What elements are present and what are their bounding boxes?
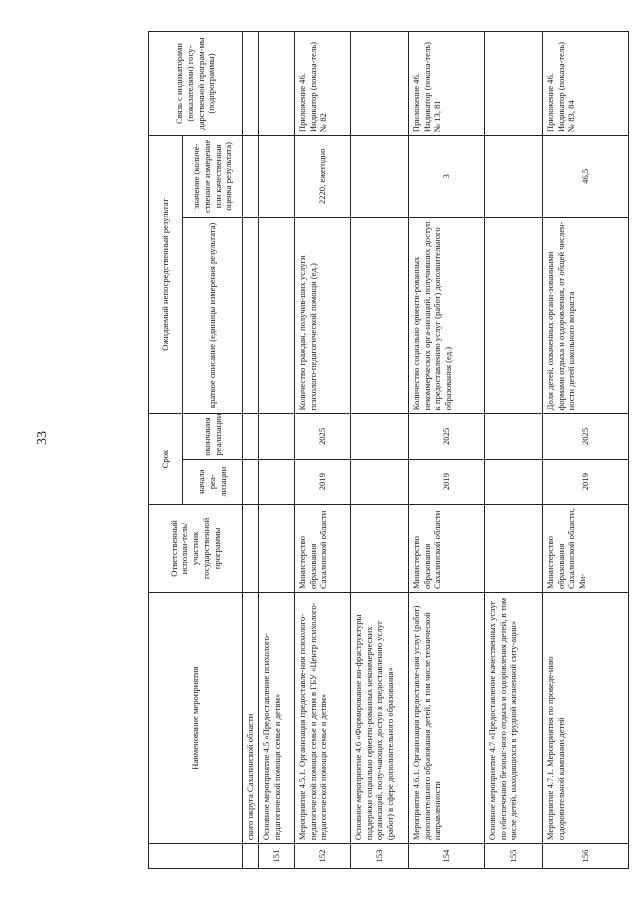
row-name: Мероприятие 4.7.1. Мероприятия по проведе-нию оздоровительной кампании детей xyxy=(543,593,629,844)
row-link: Приложение 46. Индикатор (показа-тель) № 82 xyxy=(295,32,351,136)
header-num xyxy=(149,844,243,869)
row-name: Мероприятие 4.6.1. Организация предоставле-ния услуг (работ) дополнительного образования детей, в том числе технической направленности xyxy=(409,593,485,844)
row-start: 2019 xyxy=(295,459,351,504)
row-value: 46,5 xyxy=(543,136,629,217)
program-table xyxy=(148,31,629,869)
row-name: ского округа Сахалинской области xyxy=(243,593,259,844)
row-name: Основное мероприятие 4.6 «Формирование ин-фраструктуры поддержки социально ориенти-рованных некоммерческих организаций, полу-чающих доступ к предоставлению услуг (работ) в сфере дополнительного образования» xyxy=(351,593,409,844)
row-link: Приложение 46. Индикатор (показа-тель) № 83, 84 xyxy=(543,32,629,136)
header-result-desc: краткое описание (единицы измерения результата) xyxy=(183,217,243,414)
row-start: 2019 xyxy=(409,459,485,504)
header-responsible: Ответственный исполни-тель/участник государственной программы xyxy=(149,504,243,592)
row-value: 3 xyxy=(409,136,485,217)
header-name: Наименование мероприятия xyxy=(149,593,243,844)
row-desc: Количество граждан, получив-ших услуги психолого-педагогической помощи (ед.) xyxy=(295,217,351,414)
row-desc: Количество социально ориенти-рованных некоммерческих орга-низаций, получивших доступ к предоставлению услуг (работ) дополнительного образования (ед.) xyxy=(409,217,485,414)
table-row xyxy=(243,32,259,869)
header-term-start: начала реа-лизации xyxy=(183,459,243,504)
row-end: 2025 xyxy=(543,414,629,459)
row-name: Основное мероприятие 4.5 «Предоставление психолого-педагогической помощи семье и детям» xyxy=(259,593,295,844)
row-responsible: Министерство образования Сахалинской области xyxy=(295,504,351,592)
row-start: 2019 xyxy=(543,459,629,504)
row-responsible: Министерство образования Сахалинской области xyxy=(409,504,485,592)
table-row: 156 Мероприятие 4.7.1. Мероприятия по проведе-нию оздоровительной кампании детей Министерство образования Сахалинской области, Ми- 2019 2025 Доля детей, охваченных органи-зованными формами отдыха и оздоровления, от общей числен-ности детей школьного возраста 46,5 Приложение 46. Индикатор (показа-тель) № 83, 84 xyxy=(543,32,629,869)
table-row: 152 Мероприятие 4.5.1. Организация предоставле-ния психолого-педагогической помощи семье и детям в ГБУ «Центр психолого-педагогической помощи семье и детям» Министерство образования Сахалинской области 2019 2025 Количество граждан, получив-ших услуги психолого-педагогической помощи (ед.) 2220, ежегодно Приложение 46. Индикатор (показа-тель) № 82 xyxy=(295,32,351,869)
row-value: 2220, ежегодно xyxy=(295,136,351,217)
row-link: Приложение 46. Индикатор (показа-тель) № 13, 81 xyxy=(409,32,485,136)
header-term-end: окончания реализации xyxy=(183,414,243,459)
header-result: Ожидаемый непосредственный результат xyxy=(149,136,183,414)
row-desc: Доля детей, охваченных органи-зованными формами отдыха и оздоровления, от общей числен-ности детей школьного возраста xyxy=(543,217,629,414)
table-row: 151 Основное мероприятие 4.5 «Предоставление психолого-педагогической помощи семье и детям» xyxy=(259,32,295,869)
table-row: 153 Основное мероприятие 4.6 «Формирование ин-фраструктуры поддержки социально ориенти-рованных некоммерческих организаций, полу-чающих доступ к предоставлению услуг (работ) в сфере дополнительного образования» xyxy=(351,32,409,869)
row-responsible: Министерство образования Сахалинской области, Ми- xyxy=(543,504,629,592)
program-table-sheet xyxy=(148,31,628,869)
row-end: 2025 xyxy=(409,414,485,459)
page-number: 33 xyxy=(35,431,50,445)
header-result-value: значение (количе-ственное измерение или качественная оценка результата) xyxy=(183,136,243,217)
table-row: 154 Мероприятие 4.6.1. Организация предоставле-ния услуг (работ) дополнительного образования детей, в том числе технической направленности Министерство образования Сахалинской области 2019 2025 Количество социально ориенти-рованных некоммерческих орга-низаций, получивших доступ к предоставлению услуг (работ) дополнительного образования (ед.) 3 Приложение 46. Индикатор (показа-тель) № 13, 81 xyxy=(409,32,485,869)
table-row: 155 Основное мероприятие 4.7 «Предоставление качественных услуг по обеспечению безопас-ного отдыха и оздоровления детей, в том числе детей, находящихся в трудной жизненной ситу-ации» xyxy=(485,32,543,869)
row-name: Основное мероприятие 4.7 «Предоставление качественных услуг по обеспечению безопас-ного отдыха и оздоровления детей, в том числе детей, находящихся в трудной жизненной ситу-ации» xyxy=(485,593,543,844)
header-term: Срок xyxy=(149,414,183,504)
row-name: Мероприятие 4.5.1. Организация предоставле-ния психолого-педагогической помощи семье и детям в ГБУ «Центр психолого-педагогической помощи семье и детям» xyxy=(295,593,351,844)
row-end: 2025 xyxy=(295,414,351,459)
header-link: Связь с индикаторами (показателями) госу-дарственной програм-мы (подпрограммы) xyxy=(149,32,243,136)
